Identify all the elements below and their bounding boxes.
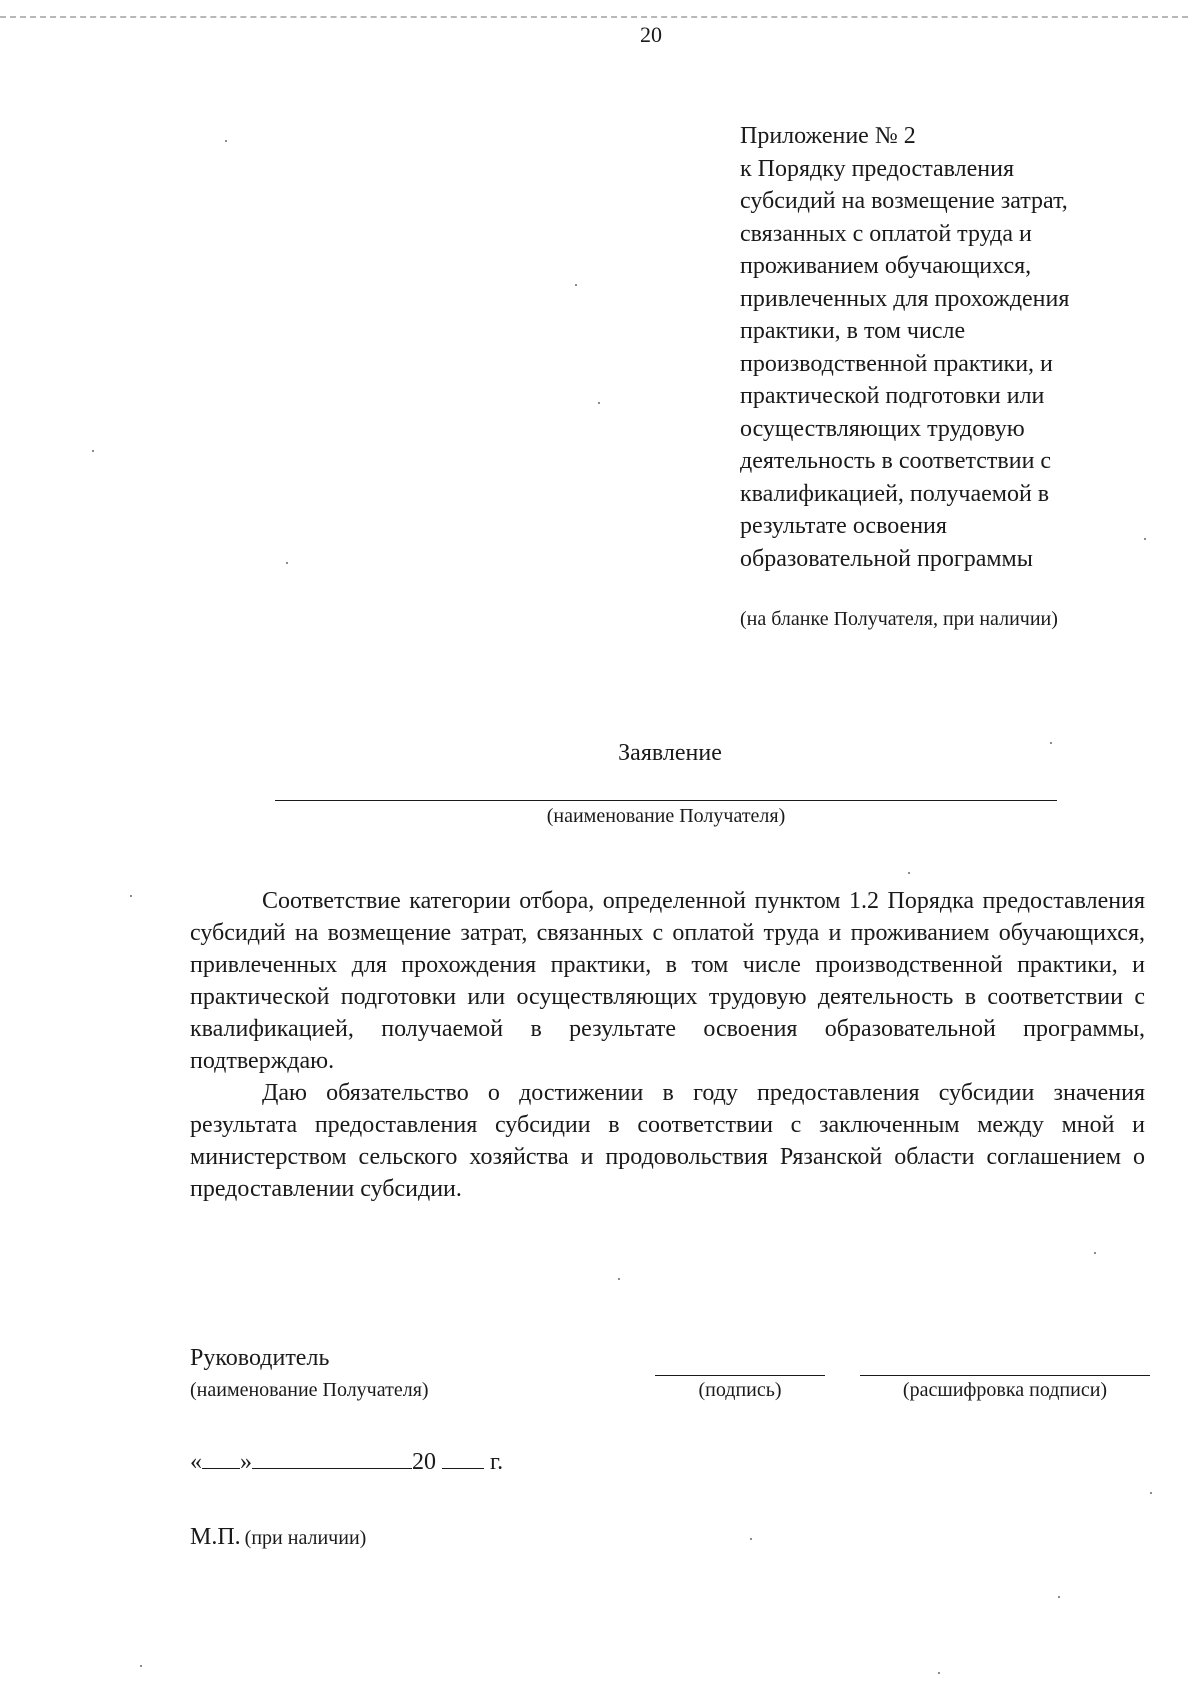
- appendix-line: образовательной программы: [740, 545, 1033, 572]
- year-suffix: г.: [490, 1449, 504, 1475]
- statement-body: [190, 885, 1145, 1205]
- scan-edge-artifact: [0, 16, 1188, 18]
- date-open-quote: «: [190, 1449, 202, 1475]
- stamp-placeholder: [190, 1524, 366, 1551]
- body-paragraph: Соответствие категории отбора, определенной пунктом 1.2 Порядка предоставления субсидий на возмещение затрат, связанных с оплатой труда и проживанием обучающихся, привлеченных для прохождения практики, в том числе производственной практики, и практической подготовки или осуществляющих трудовую деятельность в соответствии с квалификацией, получаемой в результате освоения образовательной программы, подтверждаю.: [190, 888, 1145, 1074]
- scan-speck: [1058, 1596, 1060, 1598]
- body-paragraph: Даю обязательство о достижении в году предоставления субсидии значения результата предоставления субсидии в соответствии с заключенным между мной и министерством сельского хозяйства и продовольствия Рязанской области соглашением о предоставлении субсидии.: [190, 1080, 1145, 1202]
- appendix-header: [740, 120, 1180, 575]
- scan-speck: [140, 1665, 142, 1667]
- page-number: 20: [640, 22, 662, 47]
- appendix-line: практической подготовки или: [740, 383, 1045, 409]
- scan-speck: [938, 1672, 940, 1674]
- scan-speck: [598, 402, 600, 404]
- day-blank: [202, 1446, 240, 1469]
- appendix-line: деятельность в соответствии с: [740, 448, 1052, 474]
- scan-speck: [750, 1538, 752, 1540]
- signature-block: [190, 1345, 1190, 1425]
- stamp-note: (при наличии): [244, 1527, 367, 1549]
- year-prefix: 20: [412, 1449, 436, 1475]
- scan-speck: [908, 872, 910, 874]
- signer-role: Руководитель: [190, 1345, 330, 1371]
- scan-speck: [1144, 538, 1146, 540]
- appendix-line: проживанием обучающихся,: [740, 253, 1032, 279]
- scan-speck: [225, 140, 227, 142]
- signer-role-caption: (наименование Получателя): [190, 1379, 429, 1401]
- appendix-line: связанных с оплатой труда и: [740, 220, 1032, 247]
- statement-title: Заявление: [618, 740, 722, 766]
- signature-caption: (подпись): [698, 1379, 782, 1401]
- scan-speck: [1150, 1492, 1152, 1494]
- signature-line: [655, 1375, 825, 1376]
- scan-speck: [575, 284, 577, 286]
- appendix-line: квалификацией, получаемой в: [740, 480, 1050, 507]
- recipient-name-line: [275, 800, 1057, 801]
- signature-decode-caption: (расшифровка подписи): [902, 1379, 1108, 1401]
- appendix-line: Приложение № 2: [740, 123, 916, 149]
- month-blank: [252, 1446, 412, 1469]
- appendix-line: субсидий на возмещение затрат,: [740, 188, 1068, 214]
- appendix-line: привлеченных для прохождения: [740, 285, 1070, 312]
- scan-speck: [1050, 742, 1052, 744]
- scan-speck: [618, 1278, 620, 1280]
- appendix-line: к Порядку предоставления: [740, 155, 1015, 182]
- date-field: [190, 1446, 503, 1476]
- date-close-quote: »: [240, 1449, 252, 1475]
- year-blank: [442, 1446, 484, 1469]
- appendix-line: практики, в том числе: [740, 318, 966, 344]
- scan-speck: [130, 895, 132, 897]
- recipient-name-caption: (наименование Получателя): [546, 805, 786, 827]
- scan-speck: [286, 562, 288, 564]
- letterhead-note: (на бланке Получателя, при наличии): [740, 608, 1058, 630]
- appendix-line: осуществляющих трудовую: [740, 415, 1025, 442]
- stamp-label: М.П.: [190, 1524, 241, 1550]
- appendix-line: производственной практики, и: [740, 350, 1053, 377]
- appendix-line: результате освоения: [740, 513, 947, 539]
- signature-decode-line: [860, 1375, 1150, 1376]
- scan-speck: [92, 450, 94, 452]
- scan-speck: [1094, 1252, 1096, 1254]
